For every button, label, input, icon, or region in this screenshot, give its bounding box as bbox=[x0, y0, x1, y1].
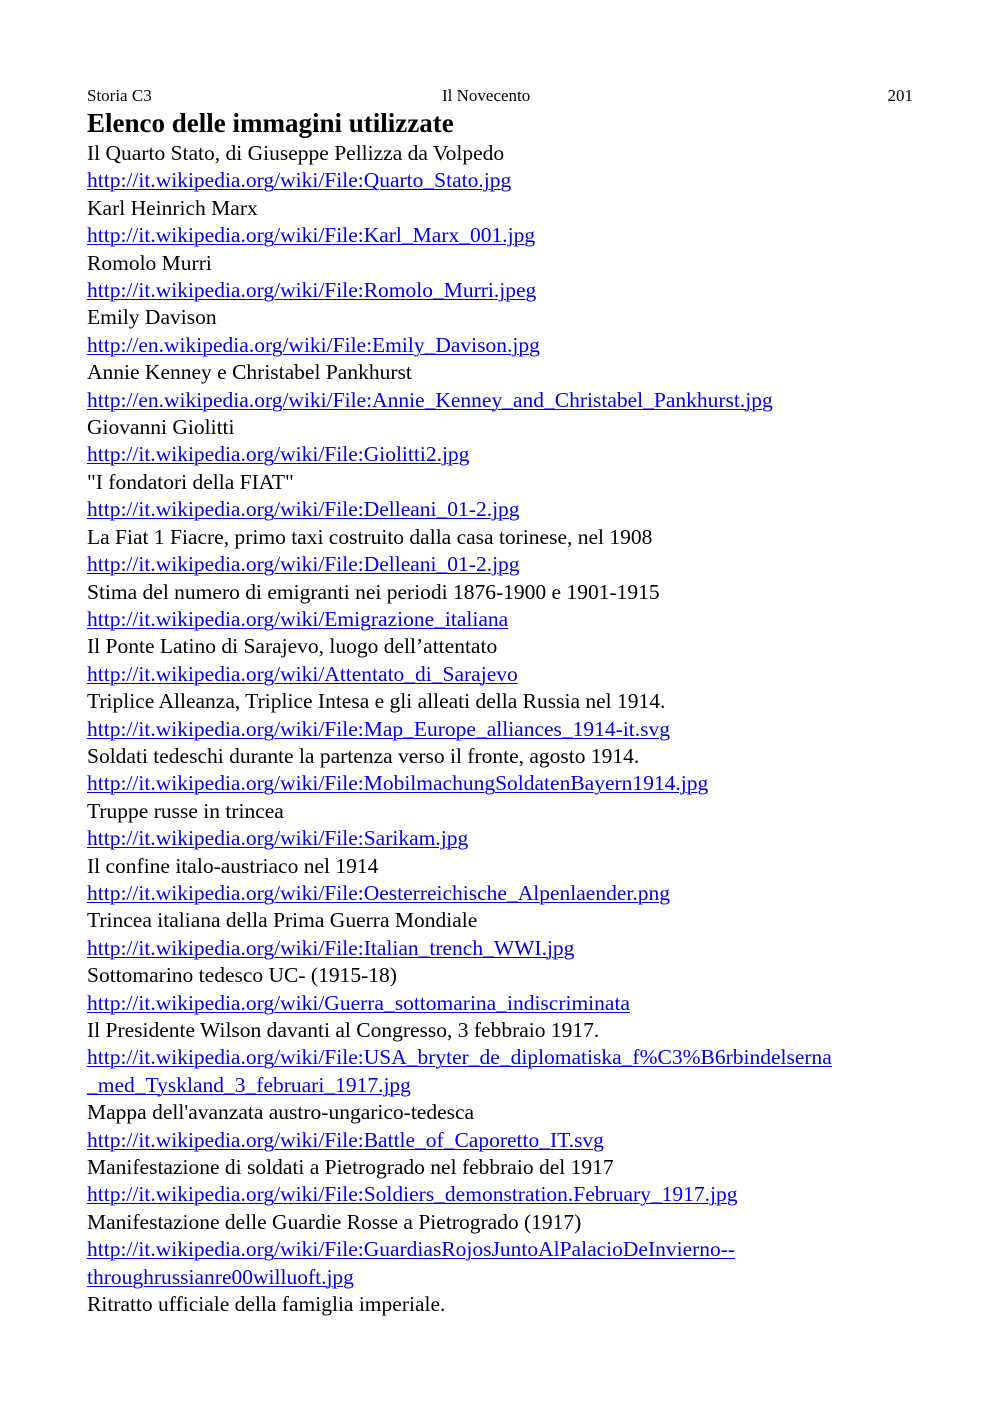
image-caption: Il Ponte Latino di Sarajevo, luogo dell’attentato bbox=[87, 634, 498, 659]
source-link[interactable]: http://it.wikipedia.org/wiki/File:Sarikam.jpg bbox=[87, 826, 469, 851]
source-link[interactable]: http://it.wikipedia.org/wiki/Emigrazione_italiana bbox=[87, 606, 509, 631]
source-link[interactable]: http://it.wikipedia.org/wiki/File:Delleani_01-2.jpg bbox=[87, 552, 520, 577]
image-caption: Emily Davison bbox=[87, 305, 217, 330]
header-book-title: Il Novecento bbox=[442, 86, 531, 105]
source-link[interactable]: _med_Tyskland_3_februari_1917.jpg bbox=[87, 1072, 411, 1097]
page-number: 201 bbox=[887, 86, 913, 105]
source-link[interactable]: http://it.wikipedia.org/wiki/File:MobilmachungSoldatenBayern1914.jpg bbox=[87, 771, 709, 796]
source-link[interactable]: http://it.wikipedia.org/wiki/File:Italian_trench_WWI.jpg bbox=[87, 935, 575, 960]
source-link[interactable]: throughrussianre00willuoft.jpg bbox=[87, 1264, 354, 1289]
source-link[interactable]: http://it.wikipedia.org/wiki/File:Battle_of_Caporetto_IT.svg bbox=[87, 1127, 604, 1152]
image-caption: "I fondatori della FIAT" bbox=[87, 469, 294, 494]
image-caption: Soldati tedeschi durante la partenza verso il fronte, agosto 1914. bbox=[87, 743, 640, 768]
image-caption: Mappa dell'avanzata austro-ungarico-tedesca bbox=[87, 1100, 475, 1125]
source-link[interactable]: http://it.wikipedia.org/wiki/File:Karl_Marx_001.jpg bbox=[87, 223, 536, 248]
source-link[interactable]: http://en.wikipedia.org/wiki/File:Emily_Davison.jpg bbox=[87, 332, 540, 357]
image-caption: Karl Heinrich Marx bbox=[87, 195, 258, 220]
image-caption: Triplice Alleanza, Triplice Intesa e gli alleati della Russia nel 1914. bbox=[87, 689, 666, 714]
image-caption: Ritratto ufficiale della famiglia imperiale. bbox=[87, 1292, 446, 1317]
source-link[interactable]: http://en.wikipedia.org/wiki/File:Annie_Kenney_and_Christabel_Pankhurst.jpg bbox=[87, 387, 773, 412]
image-caption: Romolo Murri bbox=[87, 250, 212, 275]
source-link[interactable]: http://it.wikipedia.org/wiki/File:Delleani_01-2.jpg bbox=[87, 497, 520, 522]
image-caption: Giovanni Giolitti bbox=[87, 415, 235, 440]
image-caption: La Fiat 1 Fiacre, primo taxi costruito dalla casa torinese, nel 1908 bbox=[87, 524, 653, 549]
image-credits-list bbox=[87, 140, 913, 1318]
source-link[interactable]: http://it.wikipedia.org/wiki/File:Quarto_Stato.jpg bbox=[87, 168, 512, 193]
running-header bbox=[87, 85, 913, 106]
source-link[interactable]: http://it.wikipedia.org/wiki/File:Soldiers_demonstration.February_1917.jpg bbox=[87, 1182, 738, 1207]
image-caption: Trincea italiana della Prima Guerra Mondiale bbox=[87, 908, 478, 933]
document-page bbox=[87, 85, 913, 1318]
source-link[interactable]: http://it.wikipedia.org/wiki/File:USA_bryter_de_diplomatiska_f%C3%B6rbindelserna bbox=[87, 1045, 832, 1070]
image-caption: Il confine italo-austriaco nel 1914 bbox=[87, 853, 379, 878]
source-link[interactable]: http://it.wikipedia.org/wiki/File:Giolitti2.jpg bbox=[87, 442, 470, 467]
image-caption: Truppe russe in trincea bbox=[87, 798, 284, 823]
source-link[interactable]: http://it.wikipedia.org/wiki/Attentato_di_Sarajevo bbox=[87, 661, 518, 686]
source-link[interactable]: http://it.wikipedia.org/wiki/File:Oesterreichische_Alpenlaender.png bbox=[87, 880, 670, 905]
image-caption: Stima del numero di emigranti nei periodi 1876-1900 e 1901-1915 bbox=[87, 579, 660, 604]
header-course: Storia C3 bbox=[87, 86, 152, 105]
source-link[interactable]: http://it.wikipedia.org/wiki/File:Romolo_Murri.jpeg bbox=[87, 278, 537, 303]
image-caption: Manifestazione delle Guardie Rosse a Pietrogrado (1917) bbox=[87, 1209, 582, 1234]
image-caption: Annie Kenney e Christabel Pankhurst bbox=[87, 360, 412, 385]
source-link[interactable]: http://it.wikipedia.org/wiki/Guerra_sottomarina_indiscriminata bbox=[87, 990, 630, 1015]
source-link[interactable]: http://it.wikipedia.org/wiki/File:Map_Europe_alliances_1914-it.svg bbox=[87, 716, 671, 741]
image-caption: Il Quarto Stato, di Giuseppe Pellizza da Volpedo bbox=[87, 141, 505, 165]
image-caption: Il Presidente Wilson davanti al Congresso, 3 febbraio 1917. bbox=[87, 1018, 600, 1042]
image-caption: Sottomarino tedesco UC- (1915-18) bbox=[87, 963, 397, 988]
image-caption: Manifestazione di soldati a Pietrogrado nel febbraio del 1917 bbox=[87, 1155, 614, 1180]
source-link[interactable]: http://it.wikipedia.org/wiki/File:GuardiasRojosJuntoAlPalacioDeInvierno-- bbox=[87, 1237, 736, 1262]
page-title: Elenco delle immagini utilizzate bbox=[87, 108, 454, 138]
